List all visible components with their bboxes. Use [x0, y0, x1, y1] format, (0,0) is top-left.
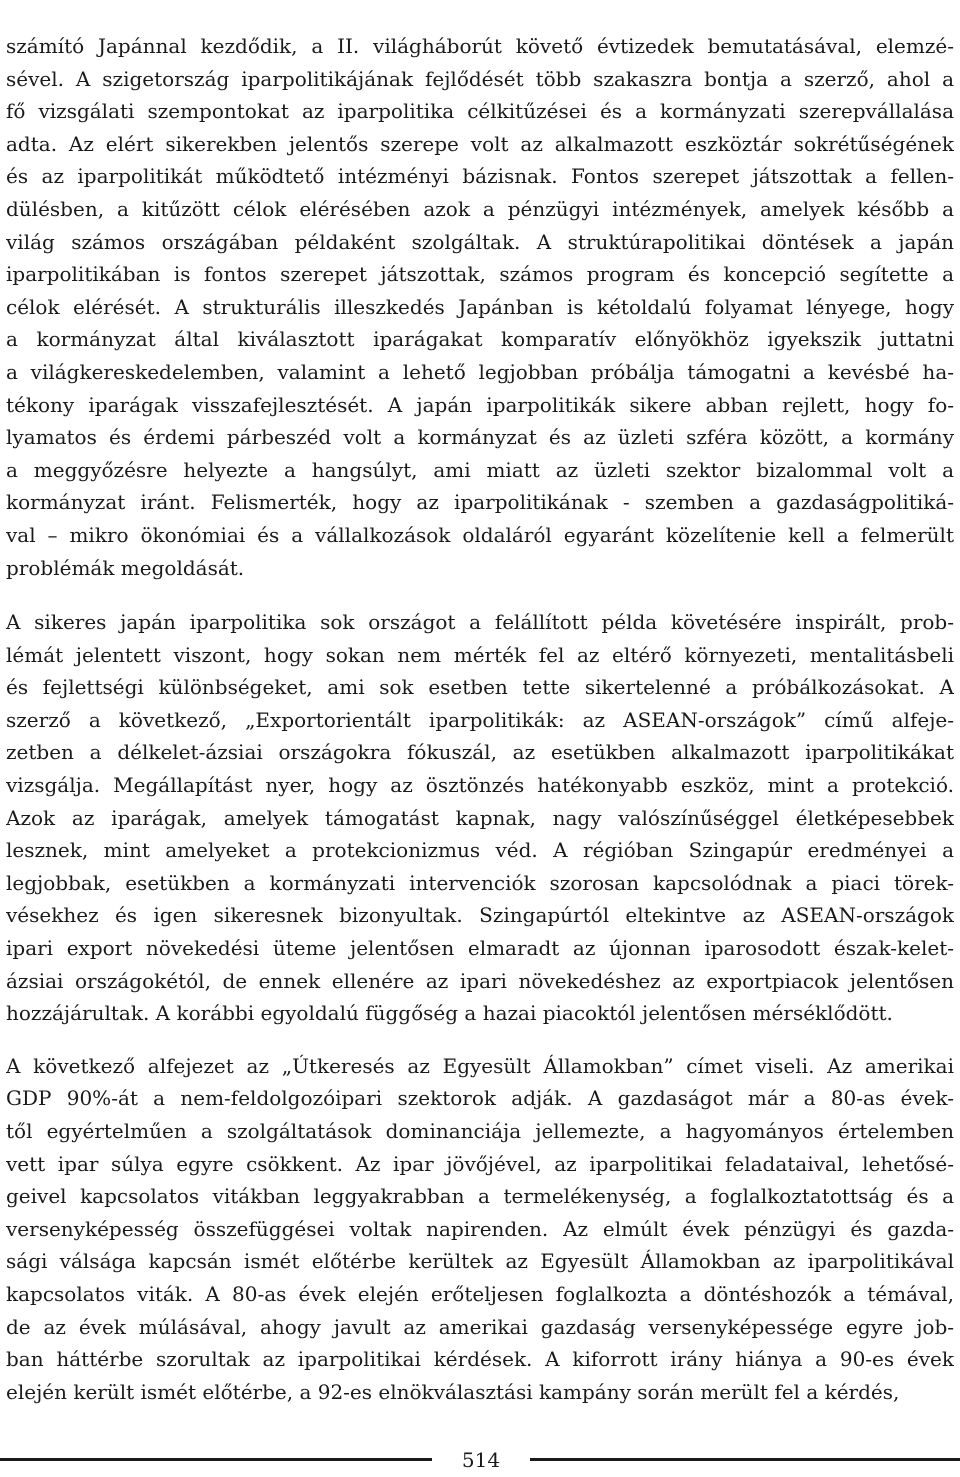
text-line: adta. Az elért sikerekben jelentős szerepe volt az alkalmazott eszköztár sokrétűségének	[6, 131, 954, 156]
text-line: ázsiai országokétól, de ennek ellenére az ipari növekedéshez az exportpiacok jelentősen	[6, 968, 954, 993]
text-line: től egyértelműen a szolgáltatások dominanciája jellemezte, a hagyományos értelemben	[6, 1119, 954, 1143]
document-body	[6, 30, 954, 1408]
footer-rule-left	[0, 1458, 432, 1461]
text-line: kapcsolatos viták. A 80-as évek elején erőteljesen foglalkozta a döntéshozók a témával,	[6, 1281, 954, 1306]
text-line: A sikeres japán iparpolitika sok országot a felállított példa követésére inspirált, prob-	[6, 610, 954, 635]
footer-rule-right	[530, 1458, 960, 1461]
text-line: problémák megoldását.	[6, 555, 245, 580]
text-line: célok elérését. A strukturális illeszkedés Japánban is kétoldalú folyamat lényege, hogy	[6, 294, 954, 319]
text-line: A következő alfejezet az „Útkeresés az Egyesült Államokban” címet viseli. Az amerikai	[6, 1053, 954, 1078]
page-footer	[0, 1447, 960, 1477]
paragraph	[6, 606, 954, 1030]
text-line: lémát jelentett viszont, hogy sokan nem mérték fel az eltérő környezeti, mentalitásbeli	[6, 642, 954, 667]
text-line: Azok az iparágak, amelyek támogatást kapnak, nagy valószínűséggel életképesebbek	[6, 805, 954, 830]
text-line: vésekhez és igen sikeresnek bizonyultak. Szingapúrtól eltekintve az ASEAN-országok	[6, 903, 954, 928]
text-line: világ számos országában példaként szolgáltak. A struktúrapolitikai döntések a japán	[6, 229, 954, 254]
text-line: val – mikro ökonómiai és a vállalkozások oldaláról egyaránt közelítenie kell a felmerült	[6, 522, 954, 547]
text-line: a meggyőzésre helyezte a hangsúlyt, ami miatt az üzleti szektor bizalommal volt a	[6, 457, 954, 482]
text-line: geivel kapcsolatos vitákban leggyakrabban a termelékenység, a foglalkoztatottság és a	[6, 1184, 954, 1209]
text-line: dülésben, a kitűzött célok elérésében azok a pénzügyi intézmények, amelyek később a	[6, 196, 954, 221]
text-line: iparpolitikában is fontos szerepet játszottak, számos program és koncepció segítette a	[6, 262, 954, 287]
text-line: a kormányzat által kiválasztott iparágakat komparatív előnyökhöz igyekszik juttatni	[6, 327, 954, 352]
text-line: hozzájárultak. A korábbi egyoldalú függőség a hazai piacoktól jelentősen mérséklődött.	[6, 1001, 893, 1026]
text-line: tékony iparágak visszafejlesztését. A japán iparpolitikák sikere abban rejlett, hogy fo-	[6, 392, 954, 417]
paragraph	[6, 1050, 954, 1409]
text-line: de az évek múlásával, ahogy javult az amerikai gazdaság versenyképessége egyre job-	[6, 1314, 954, 1339]
text-line: legjobbak, esetükben a kormányzati intervenciók szorosan kapcsolódnak a piaci törek-	[6, 870, 954, 895]
paragraph	[6, 30, 954, 584]
text-line: vett ipar súlya egyre csökkent. Az ipar jövőjével, az iparpolitikai feladataival, lehetősé-	[6, 1151, 954, 1176]
text-line: számító Japánnal kezdődik, a II. világháborút követő évtizedek bemutatásával, elemzé-	[6, 34, 954, 58]
text-line: ipari export növekedési üteme jelentősen elmaradt az újonnan iparosodott észak-kelet-	[6, 936, 954, 961]
text-line: versenyképesség összefüggései voltak napirenden. Az elmúlt évek pénzügyi és gazda-	[6, 1216, 954, 1241]
text-line: a világkereskedelemben, valamint a lehető legjobban próbálja támogatni a kevésbé ha-	[6, 359, 954, 384]
text-line: szerző a következő, „Exportorientált iparpolitikák: az ASEAN-országok” című alfeje-	[6, 707, 954, 732]
text-line: elején került ismét előtérbe, a 92-es elnökválasztási kampány során merült fel a kérdés,	[6, 1379, 900, 1404]
text-line: sével. A szigetország iparpolitikájának fejlődését több szakaszra bontja a szerző, ahol a	[6, 66, 954, 91]
text-line: GDP 90%-át a nem-feldolgozóipari szektorok adják. A gazdaságot már a 80-as évek-	[6, 1086, 954, 1111]
text-line: lyamatos és érdemi párbeszéd volt a kormányzat és az üzleti szféra között, a kormány	[6, 425, 954, 450]
text-line: és fejlettségi különbségeket, ami sok esetben tette sikertelenné a próbálkozásokat. A	[6, 675, 954, 700]
text-line: fő vizsgálati szempontokat az iparpolitika célkitűzései és a kormányzati szerepvállalása	[6, 99, 954, 124]
text-line: és az iparpolitikát működtető intézményi bázisnak. Fontos szerepet játszottak a fellen-	[6, 164, 954, 189]
text-line: vizsgálja. Megállapítást nyer, hogy az ösztönzés hatékonyabb eszköz, mint a protekció.	[6, 773, 954, 798]
text-line: ban háttérbe szorultak az iparpolitikai kérdések. A kiforrott irány hiánya a 90-es évek	[6, 1347, 954, 1372]
text-line: lesznek, mint amelyeket a protekcionizmus véd. A régióban Szingapúr eredményei a	[6, 838, 954, 863]
text-line: sági válsága kapcsán ismét előtérbe kerültek az Egyesült Államokban az iparpolitikával	[6, 1249, 954, 1274]
page-number: 514	[461, 1448, 501, 1472]
text-line: zetben a délkelet-ázsiai országokra fókuszál, az esetükben alkalmazott iparpolitikákat	[6, 740, 954, 765]
text-line: kormányzat iránt. Felismerték, hogy az iparpolitikának - szemben a gazdaságpolitiká-	[6, 490, 954, 515]
